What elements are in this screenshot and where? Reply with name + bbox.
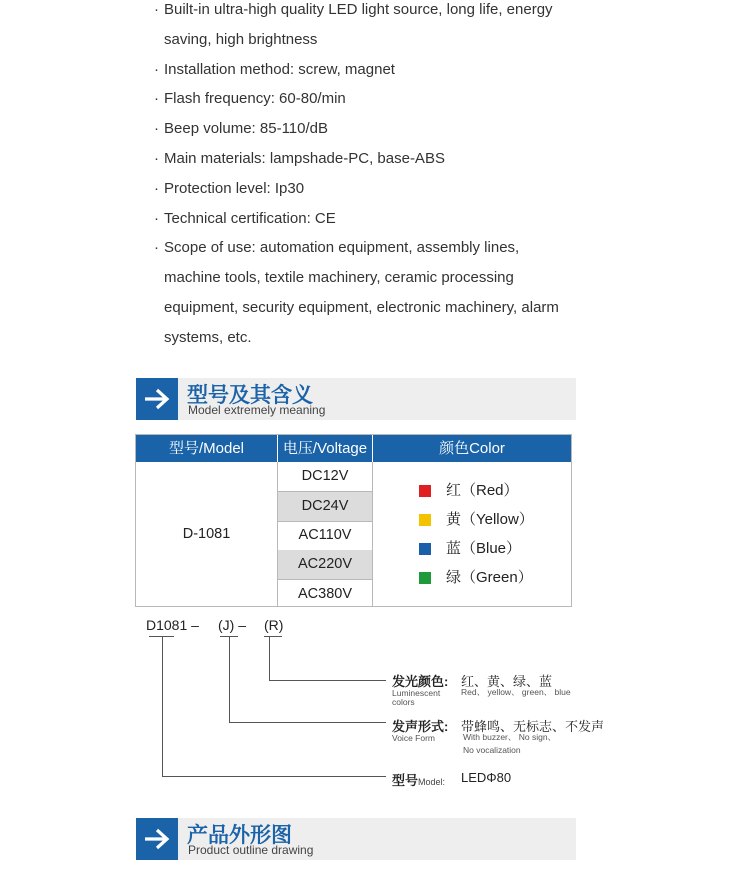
explain-color-value-en: Red、 yellow、 green、 blue xyxy=(461,687,571,697)
explain-color-sub: colors xyxy=(392,697,415,707)
explain-color-label: 发光颜色: xyxy=(392,674,449,689)
underline xyxy=(264,636,282,637)
column-divider xyxy=(372,462,373,607)
section-title: 型号及其含义 xyxy=(187,384,313,407)
code-part-voice: (J) – xyxy=(218,617,246,633)
section-title: 产品外形图 xyxy=(187,824,292,847)
code-part-series: D1081 – xyxy=(146,617,199,633)
explain-color-value: 红、黄、绿、蓝 xyxy=(461,674,553,689)
section-header-outline xyxy=(136,818,576,860)
explain-color-sub: Luminescent xyxy=(392,688,441,698)
explain-voice-label: 发声形式: xyxy=(392,719,449,734)
spec-table xyxy=(135,434,572,607)
header-model: 型号/Model xyxy=(136,435,277,462)
feature-line: Installation method: screw, magnet xyxy=(164,60,395,78)
leader-line xyxy=(269,680,386,681)
leader-line xyxy=(162,636,163,776)
color-label: 红（Red） xyxy=(446,482,519,499)
model-cell: D-1081 xyxy=(182,526,231,542)
features-list xyxy=(154,0,624,353)
feature-item: · Beep volume: 85-110/dB xyxy=(154,120,328,138)
voltage-cell: DC12V xyxy=(301,468,349,484)
feature-line: systems, etc. xyxy=(164,328,252,346)
voltage-cell: AC110V xyxy=(298,527,352,543)
feature-line: Main materials: lampshade-PC, base-ABS xyxy=(164,149,445,167)
explain-voice-sub: Voice Form xyxy=(392,733,435,743)
feature-line: Protection level: Ip30 xyxy=(164,179,305,197)
color-label: 蓝（Blue） xyxy=(446,540,522,557)
model-label-en: Model: xyxy=(418,777,446,787)
feature-line: Technical certification: CE xyxy=(164,209,336,227)
voltage-cell: AC380V xyxy=(297,586,352,602)
feature-line: Beep volume: 85-110/dB xyxy=(164,120,328,138)
arrow-right-icon xyxy=(136,378,178,420)
leader-line xyxy=(229,722,386,723)
explain-voice-value: 带蜂鸣、无标志、不发声 xyxy=(461,719,605,734)
voltage-cell: DC24V xyxy=(278,492,372,521)
swatch-blue xyxy=(419,543,431,555)
arrow-right-icon xyxy=(136,818,178,860)
feature-item: · Scope of use: automation equipment, assembly lines, machine tools, textile machinery, ceramic processing equipment, security equipment, electronic machinery, alarm systems, etc. xyxy=(154,239,559,346)
feature-item: · Main materials: lampshade-PC, base-ABS xyxy=(154,149,445,167)
feature-item: · Protection level: Ip30 xyxy=(154,179,305,197)
explain-model-value: LEDΦ80 xyxy=(461,770,512,785)
voltage-cell: AC220V xyxy=(278,550,372,579)
code-part-color: (R) xyxy=(264,617,284,633)
feature-item: · Built-in ultra-high quality LED light source, long life, energy saving, high brightness xyxy=(154,1,553,48)
leader-line xyxy=(269,636,270,680)
feature-line: equipment, security equipment, electronic machinery, alarm xyxy=(164,298,559,316)
section-header-model xyxy=(136,378,576,420)
feature-line: Flash frequency: 60-80/min xyxy=(164,90,346,108)
leader-line xyxy=(162,776,386,777)
feature-line: saving, high brightness xyxy=(164,30,318,48)
swatch-green xyxy=(419,572,431,584)
feature-item: · Flash frequency: 60-80/min xyxy=(154,90,346,108)
swatch-yellow xyxy=(419,514,431,526)
header-voltage: 电压/Voltage xyxy=(278,435,372,462)
section-subtitle: Product outline drawing xyxy=(188,843,314,857)
model-label-cn: 型号 xyxy=(392,773,419,788)
color-label: 黄（Yellow） xyxy=(446,511,534,528)
swatch-red xyxy=(419,485,431,497)
explain-voice-value-en: With buzzer、 No sign、 xyxy=(463,732,557,742)
header-color: 颜色Color xyxy=(373,435,571,462)
feature-line: Built-in ultra-high quality LED light source, long life, energy xyxy=(164,1,553,18)
section-subtitle: Model extremely meaning xyxy=(188,403,326,417)
feature-item: · Technical certification: CE xyxy=(154,209,336,227)
feature-item: · Installation method: screw, magnet xyxy=(154,60,395,78)
feature-line: machine tools, textile machinery, ceramic processing xyxy=(164,269,514,287)
explain-model-label xyxy=(392,770,445,789)
feature-line: Scope of use: automation equipment, assembly lines, xyxy=(164,239,520,257)
leader-line xyxy=(229,636,230,722)
color-label: 绿（Green） xyxy=(446,569,533,586)
explain-voice-value-en: No vocalization xyxy=(463,745,521,755)
